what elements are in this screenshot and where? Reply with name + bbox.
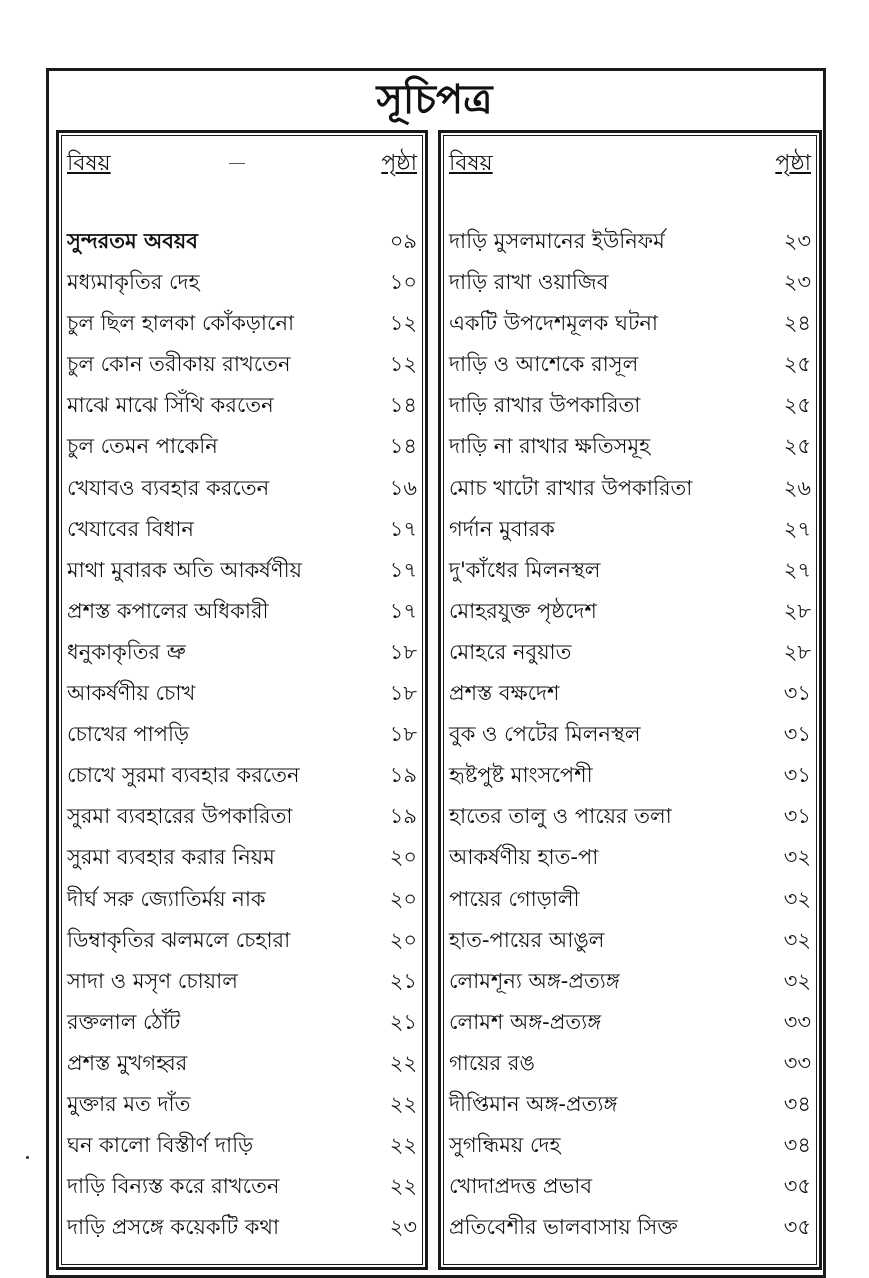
toc-entry-page: ২২ (389, 1174, 417, 1199)
toc-entry-topic: সুরমা ব্যবহার করার নিয়ম (67, 845, 275, 870)
toc-entry-page: ৩২ (783, 927, 811, 952)
toc-entry (67, 632, 417, 673)
toc-entry (449, 1043, 811, 1084)
toc-entry (449, 221, 811, 262)
toc-entry (449, 426, 811, 467)
toc-entry-page: ২৫ (783, 352, 811, 377)
toc-entry-topic: প্রশস্ত বক্ষদেশ (449, 681, 560, 706)
toc-entry-topic: সুন্দরতম অবয়ব (67, 229, 198, 253)
toc-entry (67, 1125, 417, 1166)
toc-entry-page: ২৪ (783, 311, 811, 336)
toc-entry (67, 1166, 417, 1207)
toc-entry-page: ১০ (389, 270, 417, 295)
toc-entry-topic: খোদাপ্রদত্ত প্রভাব (449, 1174, 593, 1199)
topic-header-label: বিষয় (67, 151, 111, 176)
toc-entry-page: ৩৩ (783, 1050, 811, 1075)
toc-entry-topic: পায়ের গোড়ালী (449, 886, 580, 911)
toc-entry (67, 426, 417, 467)
toc-entry-page: ২৫ (783, 434, 811, 459)
toc-entry-topic: দাড়ি রাখার উপকারিতা (449, 393, 641, 418)
stray-dot-mark (26, 1156, 29, 1159)
toc-entry-page: ২২ (389, 1050, 417, 1075)
toc-entry (67, 468, 417, 509)
toc-entry-topic: মুক্তার মত দাঁত (67, 1091, 191, 1116)
toc-entry-topic: প্রশস্ত কপালের অধিকারী (67, 598, 269, 623)
toc-entry-page: ১৭ (389, 598, 417, 623)
toc-entry-topic: দীপ্তিমান অঙ্গ-প্রত্যঙ্গ (449, 1091, 618, 1116)
toc-entry-topic: দাড়ি ও আশেকে রাসূল (449, 352, 639, 377)
toc-entry-page: ১৪ (389, 393, 417, 418)
toc-entry-topic: ঘন কালো বিস্তীর্ণ দাড়ি (67, 1133, 254, 1158)
toc-entry-page: ৩৩ (783, 1009, 811, 1034)
toc-entry-topic: খেযাবও ব্যবহার করতেন (67, 475, 270, 500)
toc-entry-page: ২০ (389, 886, 417, 911)
toc-entry-topic: দাড়ি না রাখার ক্ষতিসমূহ (449, 434, 651, 459)
toc-entry-topic: মোচ খাটো রাখার উপকারিতা (449, 475, 693, 500)
toc-entry (67, 303, 417, 344)
toc-entry-topic: চুল ছিল হালকা কোঁকড়ানো (67, 311, 295, 336)
toc-entry-page: ১৯ (389, 763, 417, 788)
toc-entry-page: ২২ (389, 1091, 417, 1116)
page-title: সূচিপত্র (376, 77, 493, 123)
toc-entry-page: ১৮ (389, 639, 417, 664)
toc-entry-page: ২৭ (783, 557, 811, 582)
page-header-label: পৃষ্ঠা (381, 151, 417, 176)
toc-entry-page: ২৮ (783, 639, 811, 664)
toc-entry (67, 550, 417, 591)
toc-entry-page: ১৭ (389, 516, 417, 541)
toc-entry (67, 920, 417, 961)
toc-entry-topic: চুল তেমন পাকেনি (67, 434, 218, 459)
toc-entry-page: ১৮ (389, 722, 417, 747)
toc-entry-topic: চোখের পাপড়ি (67, 722, 189, 747)
toc-entry (449, 755, 811, 796)
toc-entry-topic: হাতের তালু ও পায়ের তলা (449, 804, 672, 829)
toc-entry (449, 550, 811, 591)
toc-entry-topic: চোখে সুরমা ব্যবহার করতেন (67, 763, 300, 788)
toc-entry-topic: ধনুকাকৃতির ভ্রু (67, 639, 186, 664)
toc-entry (449, 344, 811, 385)
column-header (449, 147, 811, 181)
toc-entry (67, 385, 417, 426)
toc-entry-topic: আকর্ষণীয় হাত-পা (449, 845, 599, 870)
toc-entry-topic: আকর্ষণীয় চোখ (67, 681, 196, 706)
toc-entry-topic: দু'কাঁধের মিলনস্থল (449, 557, 601, 582)
toc-entry (67, 221, 417, 262)
toc-entry-page: ৩৪ (783, 1091, 811, 1116)
toc-entry-page: ১২ (389, 311, 417, 336)
toc-entry-page: ৩২ (783, 886, 811, 911)
toc-entry (449, 879, 811, 920)
toc-entry (449, 262, 811, 303)
toc-entry-topic: ডিম্বাকৃতির ঝলমলে চেহারা (67, 927, 291, 952)
toc-entry (449, 303, 811, 344)
toc-entry (449, 468, 811, 509)
toc-entry-page: ১২ (389, 352, 417, 377)
toc-entries-left (67, 221, 417, 1248)
toc-entry (67, 755, 417, 796)
toc-entry-page: ৩১ (783, 722, 811, 747)
toc-entry (449, 961, 811, 1002)
toc-entry-topic: মাথা মুবারক অতি আকর্ষণীয় (67, 557, 302, 582)
toc-entry-topic: সুগন্ধিময় দেহ (449, 1133, 561, 1158)
toc-entry (449, 1166, 811, 1207)
toc-entry-page: ৩১ (783, 804, 811, 829)
toc-entry-topic: হৃষ্টপুষ্ট মাংসপেশী (449, 763, 593, 788)
toc-entry (449, 920, 811, 961)
toc-entry-page: ২৩ (389, 1215, 417, 1240)
toc-entry (449, 509, 811, 550)
toc-entry-page: ৩২ (783, 845, 811, 870)
toc-entry (67, 879, 417, 920)
toc-entry-topic: বুক ও পেটের মিলনস্থল (449, 722, 641, 747)
toc-entry-topic: মাঝে মাঝে সিঁথি করতেন (67, 393, 274, 418)
stray-dash-mark (229, 163, 245, 164)
toc-entry (449, 1207, 811, 1248)
toc-entry-topic: রক্তলাল ঠোঁট (67, 1009, 181, 1034)
toc-column-left (56, 130, 428, 1270)
toc-entry (67, 1002, 417, 1043)
toc-entry-topic: একটি উপদেশমূলক ঘটনা (449, 311, 659, 336)
toc-entry-page: ২১ (389, 968, 417, 993)
toc-entry-page: ৩১ (783, 681, 811, 706)
toc-entry-page: ২৭ (783, 516, 811, 541)
toc-entry-topic: দাড়ি প্রসঙ্গে কয়েকটি কথা (67, 1215, 280, 1240)
toc-entry-page: ০৯ (389, 229, 417, 253)
toc-entry-page: ১৭ (389, 557, 417, 582)
toc-entry-topic: মধ্যমাকৃতির দেহ (67, 270, 200, 295)
toc-entry (67, 837, 417, 878)
toc-entry (449, 632, 811, 673)
toc-entry (449, 673, 811, 714)
toc-entry-topic: লোমশ অঙ্গ-প্রত্যঙ্গ (449, 1009, 602, 1034)
toc-entry (449, 796, 811, 837)
toc-entry-page: ২২ (389, 1133, 417, 1158)
toc-entry (67, 796, 417, 837)
toc-entry-topic: সাদা ও মসৃণ চোয়াল (67, 968, 238, 993)
toc-entry-page: ১৮ (389, 681, 417, 706)
toc-entry-page: ২৬ (783, 475, 811, 500)
toc-entry-page: ৩৫ (783, 1174, 811, 1199)
toc-entry (67, 262, 417, 303)
toc-entry (67, 673, 417, 714)
toc-entry-page: ২৩ (783, 270, 811, 295)
toc-entry (449, 385, 811, 426)
toc-entry-topic: হাত-পায়ের আঙুল (449, 927, 605, 952)
toc-entry (449, 837, 811, 878)
toc-entry-page: ২৮ (783, 598, 811, 623)
toc-entry (449, 714, 811, 755)
toc-entry-page: ১৬ (389, 475, 417, 500)
toc-entry (67, 509, 417, 550)
toc-column-right (438, 130, 822, 1270)
toc-entry-topic: মোহরে নবুয়াত (449, 639, 572, 664)
toc-entry-topic: দাড়ি মুসলমানের ইউনিফর্ম (449, 229, 665, 253)
toc-entry (67, 1084, 417, 1125)
toc-entry-topic: প্রতিবেশীর ভালবাসায় সিক্ত (449, 1215, 678, 1240)
toc-entry (67, 591, 417, 632)
toc-entry (67, 714, 417, 755)
toc-entry-topic: খেযাবের বিধান (67, 516, 194, 541)
toc-entry (449, 591, 811, 632)
toc-entries-right (449, 221, 811, 1248)
toc-entry-topic: দীর্ঘ সরু জ্যোতির্ময় নাক (67, 886, 266, 911)
toc-entry-topic: সুরমা ব্যবহারের উপকারিতা (67, 804, 293, 829)
toc-entry-topic: প্রশস্ত মুখগহ্বর (67, 1050, 188, 1075)
toc-entry (449, 1125, 811, 1166)
toc-entry-topic: লোমশূন্য অঙ্গ-প্রত্যঙ্গ (449, 968, 620, 993)
toc-entry (67, 1043, 417, 1084)
toc-entry-page: ২৩ (783, 229, 811, 253)
topic-header-label: বিষয় (449, 151, 493, 176)
toc-entry-page: ৩৪ (783, 1133, 811, 1158)
toc-entry-topic: গায়ের রঙ (449, 1050, 535, 1075)
toc-entry (449, 1084, 811, 1125)
toc-entry-page: ২০ (389, 845, 417, 870)
toc-entry-page: ১৯ (389, 804, 417, 829)
toc-entry-topic: দাড়ি রাখা ওয়াজিব (449, 270, 609, 295)
toc-entry-page: ৩১ (783, 763, 811, 788)
toc-entry (67, 1207, 417, 1248)
toc-entry-page: ২১ (389, 1009, 417, 1034)
toc-entry-topic: দাড়ি বিন্যস্ত করে রাখতেন (67, 1174, 280, 1199)
toc-entry-topic: চুল কোন তরীকায় রাখতেন (67, 352, 291, 377)
toc-entry-page: ১৪ (389, 434, 417, 459)
toc-entry-topic: গর্দান মুবারক (449, 516, 555, 541)
toc-entry (67, 344, 417, 385)
toc-entry-page: ৩২ (783, 968, 811, 993)
page-header-label: পৃষ্ঠা (775, 151, 811, 176)
column-header (67, 147, 417, 181)
toc-entry-topic: মোহরযুক্ত পৃষ্ঠদেশ (449, 598, 597, 623)
toc-entry-page: ৩৫ (783, 1215, 811, 1240)
toc-entry (67, 961, 417, 1002)
toc-entry-page: ২৫ (783, 393, 811, 418)
toc-entry (449, 1002, 811, 1043)
toc-entry-page: ২০ (389, 927, 417, 952)
